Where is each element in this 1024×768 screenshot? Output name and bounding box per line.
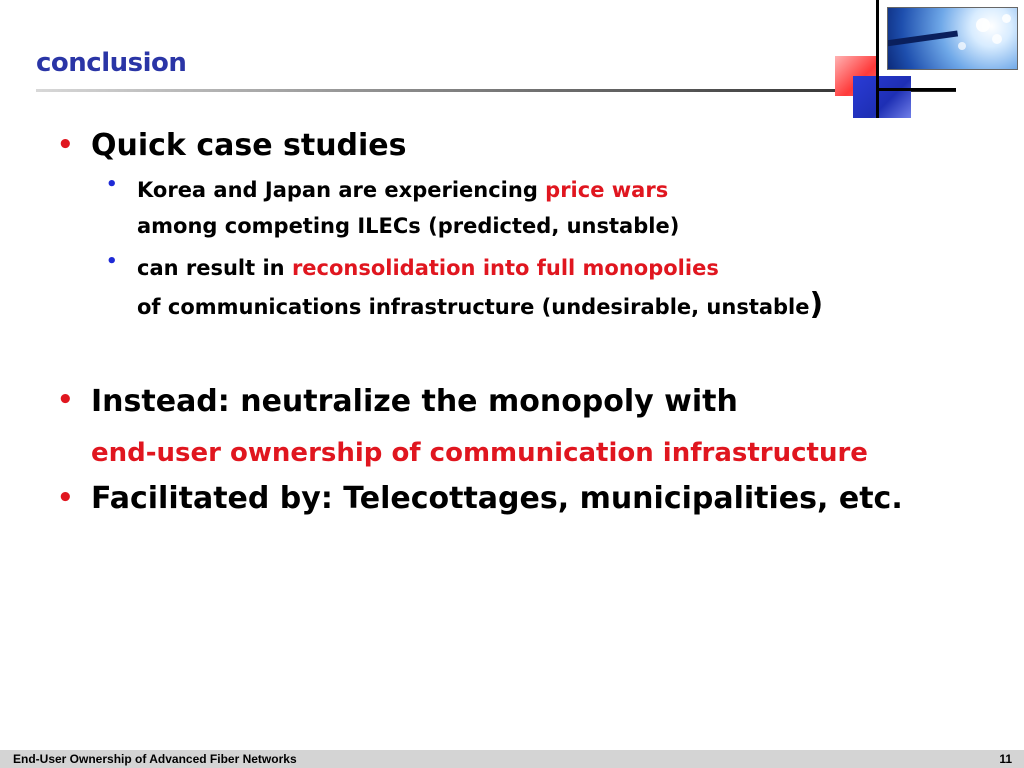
bullet-text: Quick case studies (91, 128, 407, 163)
footer-title: End-User Ownership of Advanced Fiber Networks (13, 752, 297, 766)
bullet-dot: • (106, 174, 118, 195)
bullet-dot: • (57, 130, 74, 160)
slide-footer (0, 750, 1024, 768)
subbullet-text: can result in (137, 256, 292, 280)
bullet-dot: • (57, 483, 74, 513)
slide-title: conclusion (36, 48, 187, 78)
subbullet-text-line2: of communications infrastructure (undesirable, unstable (137, 295, 810, 319)
subbullet-text: Korea and Japan are experiencing (137, 178, 546, 202)
decorative-horizontal-line (876, 88, 956, 91)
subbullet-text-line2: among competing ILECs (predicted, unstable) (137, 214, 680, 238)
bullet-text: Facilitated by: Telecottages, municipalities, etc. (91, 481, 903, 516)
decorative-vertical-line (876, 0, 879, 118)
closing-paren: ) (809, 287, 824, 322)
bullet-dot: • (106, 251, 118, 272)
bullet-dot: • (57, 385, 74, 415)
decorative-blue-square (853, 76, 911, 118)
bullet-text: Instead: neutralize the monopoly with (91, 384, 738, 419)
highlight-text: reconsolidation into full monopolies (291, 256, 719, 280)
title-divider (36, 89, 956, 92)
page-number: 11 (999, 752, 1012, 766)
highlight-text: price wars (545, 178, 669, 202)
fiber-optics-image (887, 7, 1018, 70)
highlight-text: end-user ownership of communication infrastructure (91, 438, 868, 468)
